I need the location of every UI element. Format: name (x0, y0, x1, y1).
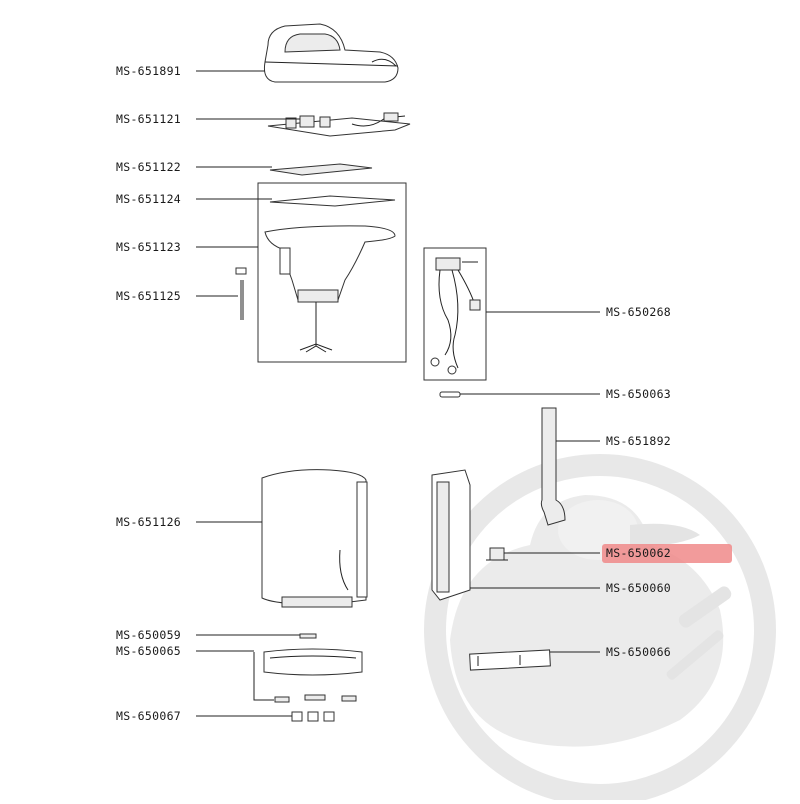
label-ms-650062[interactable]: MS-650062 (606, 546, 672, 560)
label-ms-650067[interactable]: MS-650067 (116, 709, 182, 723)
part-base (264, 649, 362, 675)
part-plate (270, 196, 395, 206)
part-rod (440, 392, 460, 397)
label-ms-650060[interactable]: MS-650060 (606, 581, 672, 595)
label-ms-650059[interactable]: MS-650059 (116, 628, 182, 642)
label-ms-651125[interactable]: MS-651125 (116, 289, 182, 303)
part-top-cover (264, 24, 398, 82)
label-ms-650063[interactable]: MS-650063 (606, 387, 672, 401)
part-control-board (268, 113, 410, 136)
label-ms-651891[interactable]: MS-651891 (116, 64, 182, 78)
part-pin (236, 268, 246, 320)
part-feet (292, 712, 334, 721)
part-small-latch (300, 634, 316, 638)
part-wiring-harness (431, 258, 480, 374)
duck-mechanic-logo-icon (435, 465, 765, 795)
label-ms-650268[interactable]: MS-650268 (606, 305, 672, 319)
part-base-clips (275, 695, 356, 702)
label-ms-651126[interactable]: MS-651126 (116, 515, 182, 529)
label-ms-650066[interactable]: MS-650066 (606, 645, 672, 659)
part-main-body (262, 470, 367, 607)
label-ms-650065[interactable]: MS-650065 (116, 644, 182, 658)
label-ms-651123[interactable]: MS-651123 (116, 240, 182, 254)
label-ms-651121[interactable]: MS-651121 (116, 112, 182, 126)
part-gasket (270, 164, 372, 175)
label-ms-651124[interactable]: MS-651124 (116, 192, 182, 206)
part-side-panel (432, 470, 470, 600)
label-ms-651122[interactable]: MS-651122 (116, 160, 182, 174)
label-ms-651892[interactable]: MS-651892 (606, 434, 672, 448)
part-motor-block (265, 226, 395, 352)
